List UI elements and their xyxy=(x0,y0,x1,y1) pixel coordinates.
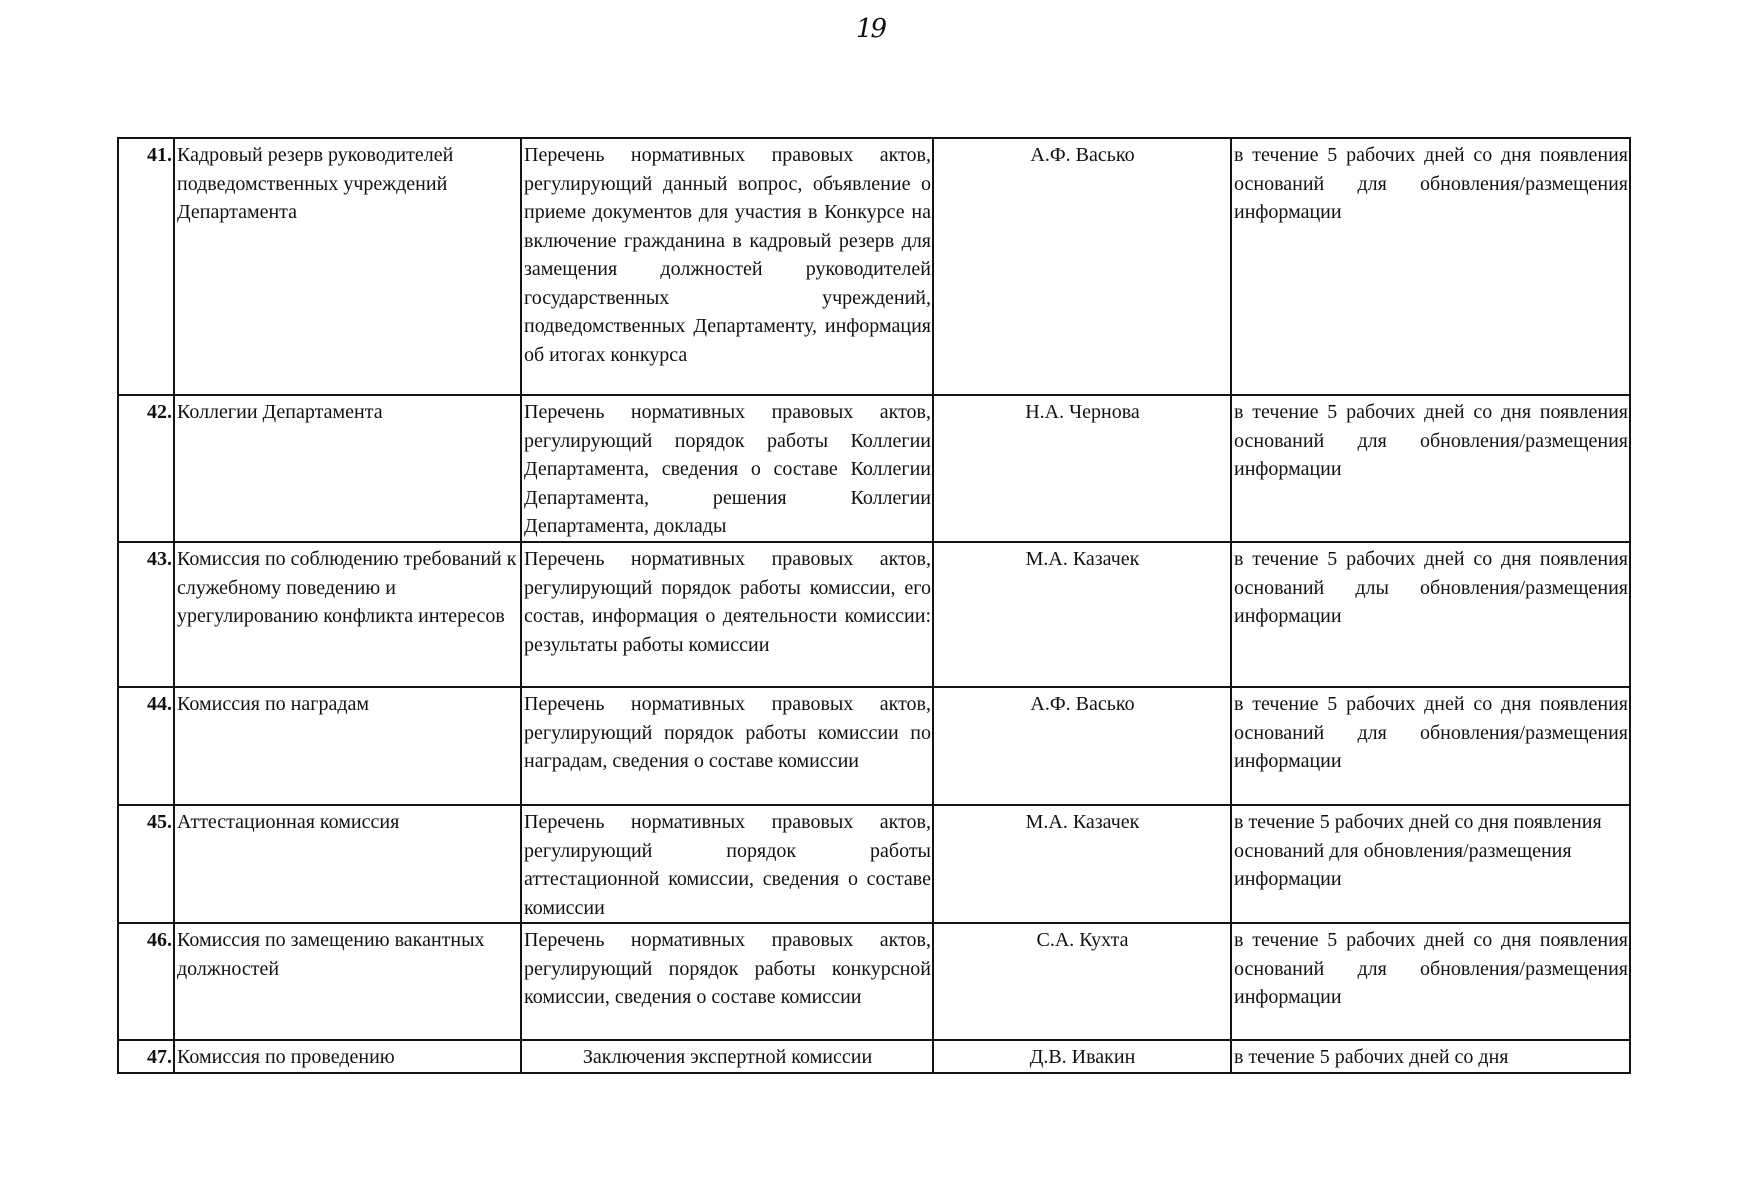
table-row xyxy=(118,542,1630,687)
information-content: Заключения экспертной комиссии xyxy=(521,1040,933,1073)
row-number: 45. xyxy=(118,805,174,923)
table-row xyxy=(118,138,1630,395)
document-table xyxy=(117,137,1631,1074)
row-number: 47. xyxy=(118,1040,174,1073)
section-name: Комиссия по соблюдению требований к служебному поведению и урегулированию конфликта интересов xyxy=(174,542,521,687)
information-content: Перечень нормативных правовых актов, регулирующий порядок работы конкурсной комиссии, сведения о составе комиссии xyxy=(521,923,933,1040)
row-number: 43. xyxy=(118,542,174,687)
page-number: 19 xyxy=(855,14,886,44)
update-term: в течение 5 рабочих дней со дня xyxy=(1231,1040,1630,1073)
section-name: Комиссия по наградам xyxy=(174,687,521,805)
update-term: в течение 5 рабочих дней со дня появления оснований длы обновления/размещения информации xyxy=(1231,542,1630,687)
row-number: 42. xyxy=(118,395,174,542)
update-term: в течение 5 рабочих дней со дня появления оснований для обновления/размещения информации xyxy=(1231,923,1630,1040)
information-content: Перечень нормативных правовых актов, регулирующий порядок работы аттестационной комиссии, сведения о составе комиссии xyxy=(521,805,933,923)
row-number: 46. xyxy=(118,923,174,1040)
row-number: 44. xyxy=(118,687,174,805)
responsible-person: А.Ф. Васько xyxy=(933,138,1231,395)
row-number: 41. xyxy=(118,138,174,395)
update-term: в течение 5 рабочих дней со дня появления оснований для обновления/размещения информации xyxy=(1231,138,1630,395)
section-name: Комиссия по проведению xyxy=(174,1040,521,1073)
table-row xyxy=(118,805,1630,923)
responsible-person: М.А. Казачек xyxy=(933,542,1231,687)
table-row xyxy=(118,395,1630,542)
table-row xyxy=(118,1040,1630,1073)
responsible-person: А.Ф. Васько xyxy=(933,687,1231,805)
table-row xyxy=(118,923,1630,1040)
information-content: Перечень нормативных правовых актов, регулирующий данный вопрос, объявление о приеме документов для участия в Конкурсе на включение гражданина в кадровый резерв для замещения должностей руководителей государственных учреждений, подведомственных Департаменту, информация об итогах конкурса xyxy=(521,138,933,395)
responsible-person: Н.А. Чернова xyxy=(933,395,1231,542)
responsible-person: Д.В. Ивакин xyxy=(933,1040,1231,1073)
responsible-person: М.А. Казачек xyxy=(933,805,1231,923)
information-content: Перечень нормативных правовых актов, регулирующий порядок работы комиссии, его состав, информация о деятельности комиссии: результаты работы комиссии xyxy=(521,542,933,687)
information-content: Перечень нормативных правовых актов, регулирующий порядок работы Коллегии Департамента, сведения о составе Коллегии Департамента, решения Коллегии Департамента, доклады xyxy=(521,395,933,542)
section-name: Комиссия по замещению вакантных должностей xyxy=(174,923,521,1040)
section-name: Кадровый резерв руководителей подведомственных учреждений Департамента xyxy=(174,138,521,395)
update-term: в течение 5 рабочих дней со дня появления оснований для обновления/размещения информации xyxy=(1231,805,1630,923)
update-term: в течение 5 рабочих дней со дня появления оснований для обновления/размещения информации xyxy=(1231,687,1630,805)
section-name: Коллегии Департамента xyxy=(174,395,521,542)
section-name: Аттестационная комиссия xyxy=(174,805,521,923)
update-term: в течение 5 рабочих дней со дня появления оснований для обновления/размещения информации xyxy=(1231,395,1630,542)
information-content: Перечень нормативных правовых актов, регулирующий порядок работы комиссии по наградам, сведения о составе комиссии xyxy=(521,687,933,805)
table-row xyxy=(118,687,1630,805)
responsible-person: С.А. Кухта xyxy=(933,923,1231,1040)
